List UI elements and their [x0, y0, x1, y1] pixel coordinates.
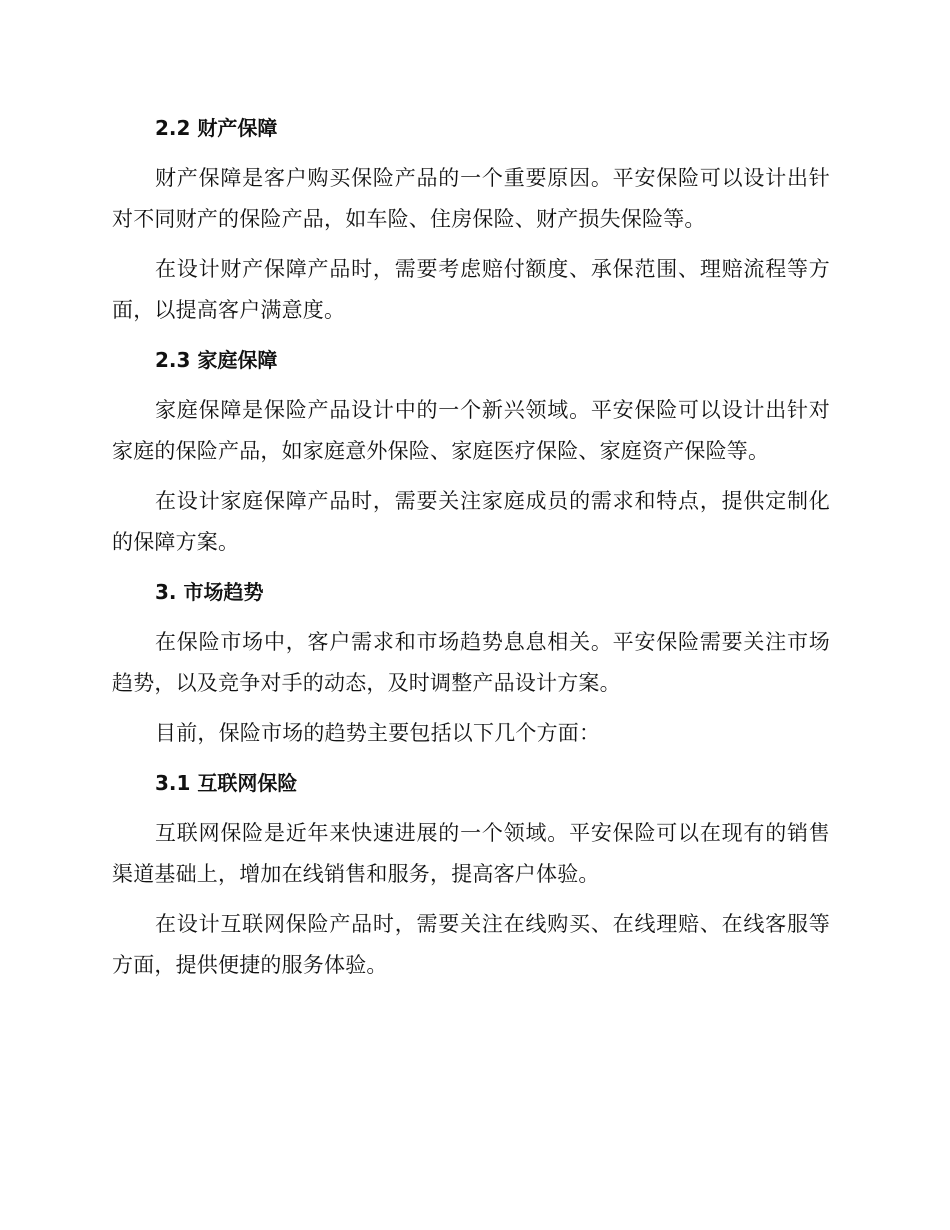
section-heading-2-3: 2.3 家庭保障: [155, 348, 278, 372]
document-body: [112, 108, 830, 995]
paragraph: 互联网保险是近年来快速进展的一个领域。平安保险可以在现有的销售渠道基础上，增加在线销售和服务，提高客户体验。: [112, 821, 830, 886]
paragraph: 家庭保障是保险产品设计中的一个新兴领域。平安保险可以设计出针对家庭的保险产品，如家庭意外保险、家庭医疗保险、家庭资产保险等。: [112, 398, 830, 463]
paragraph: 目前，保险市场的趋势主要包括以下几个方面：: [155, 721, 601, 745]
paragraph: 在设计家庭保障产品时，需要关注家庭成员的需求和特点，提供定制化的保障方案。: [112, 489, 830, 554]
section-heading-2-2: 2.2 财产保障: [155, 116, 278, 140]
paragraph: 在设计财产保障产品时，需要考虑赔付额度、承保范围、理赔流程等方面，以提高客户满意度。: [112, 257, 830, 322]
paragraph: 在保险市场中，客户需求和市场趋势息息相关。平安保险需要关注市场趋势，以及竞争对手的动态，及时调整产品设计方案。: [112, 630, 830, 695]
section-heading-3-1: 3.1 互联网保险: [155, 771, 298, 795]
paragraph: 在设计互联网保险产品时，需要关注在线购买、在线理赔、在线客服等方面，提供便捷的服务体验。: [112, 912, 830, 977]
paragraph: 财产保障是客户购买保险产品的一个重要原因。平安保险可以设计出针对不同财产的保险产品，如车险、住房保险、财产损失保险等。: [112, 166, 830, 231]
section-heading-3: 3. 市场趋势: [155, 580, 264, 604]
